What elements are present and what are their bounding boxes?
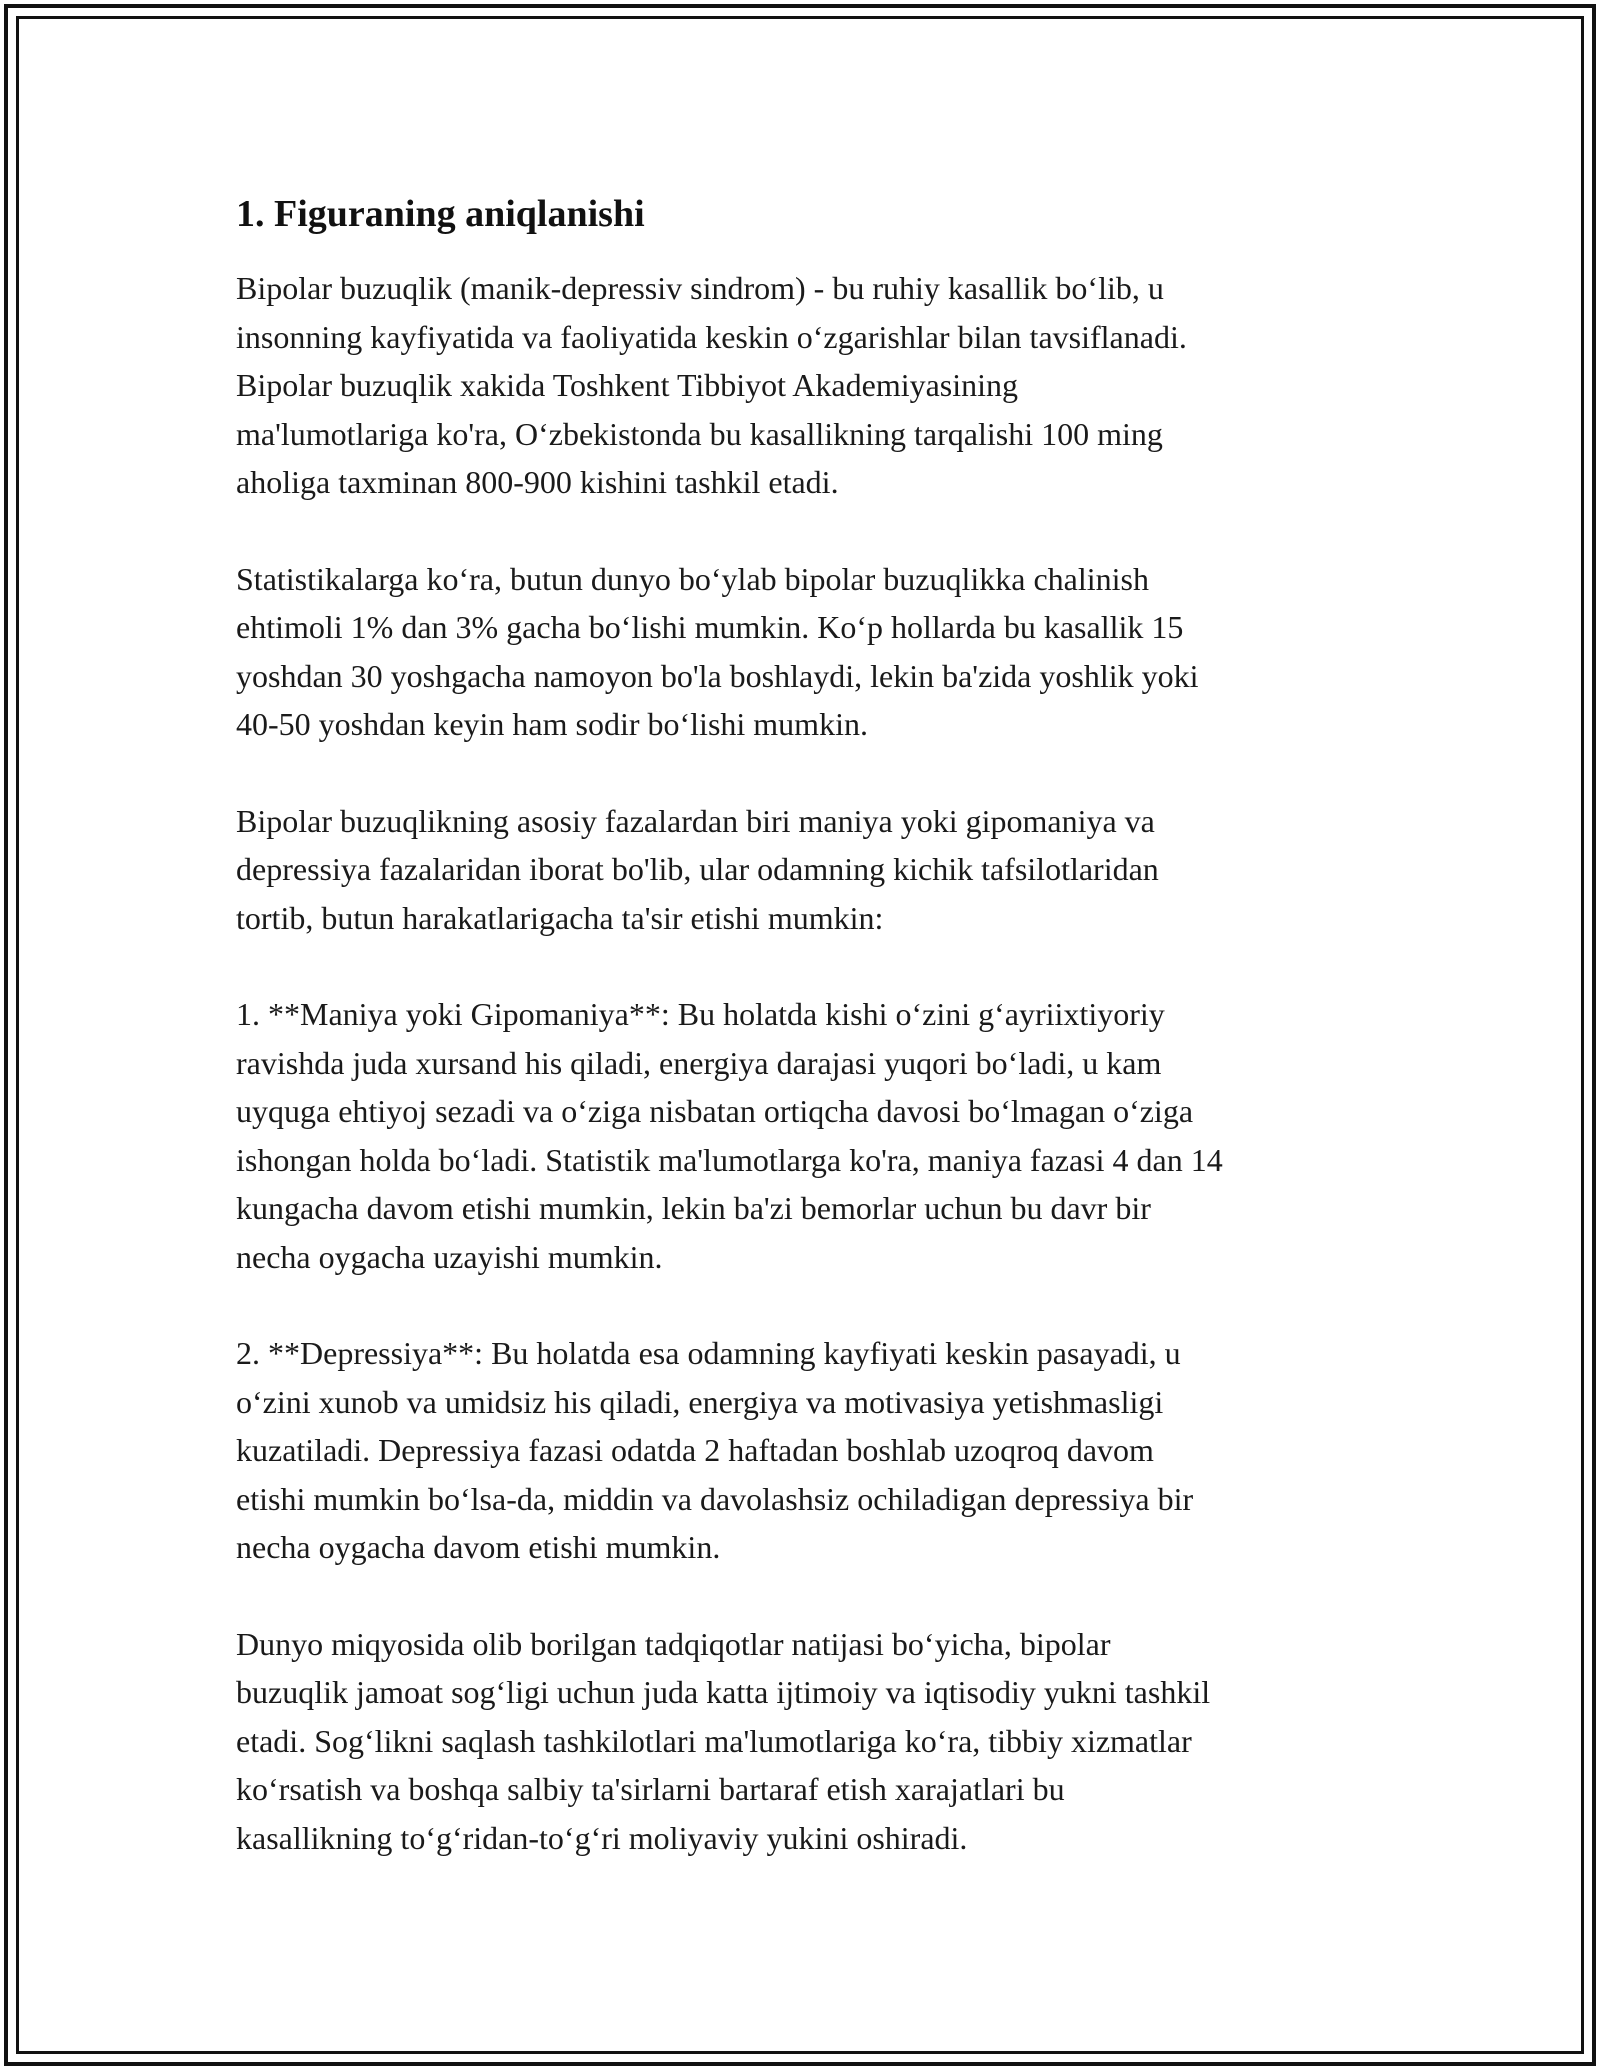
section-heading: 1. Figuraning aniqlanishi <box>236 193 645 235</box>
paragraph-definition: Bipolar buzuqlik (manik-depressiv sindrom) - bu ruhiy kasallik bo‘lib, u insonning kayfiyatida va faoliyatida keskin o‘zgarishlar bilan tavsiflanadi. Bipolar buzuqlik xakida Toshkent Tibbiyot Akademiyasining ma'lumotlariga ko'ra, O‘zbekistonda bu kasallikning tarqalishi 100 ming aholiga taxminan 800-900 kishini tashkil etadi. <box>236 270 1187 500</box>
document-body <box>236 186 1376 1910</box>
paragraph-phases-intro: Bipolar buzuqlikning asosiy fazalardan biri maniya yoki gipomaniya va depressiya fazalaridan iborat bo'lib, ular odamning kichik tafsilotlaridan tortib, butun harakatlarigacha ta'sir etishi mumkin: <box>236 802 1159 936</box>
paragraph-mania: 1. **Maniya yoki Gipomaniya**: Bu holatda kishi o‘zini g‘ayriixtiyoriy ravishda juda xursand his qiladi, energiya darajasi yuqori bo‘ladi, u kam uyquga ehtiyoj sezadi va o‘ziga nisbatan ortiqcha davosi bo‘lmagan o‘ziga ishongan holda bo‘ladi. Statistik ma'lumotlarga ko'ra, maniya fazasi 4 dan 14 kungacha davom etishi mumkin, lekin ba'zi bemorlar uchun bu davr bir necha oygacha uzayishi mumkin. <box>236 996 1223 1275</box>
paragraph-burden: Dunyo miqyosida olib borilgan tadqiqotlar natijasi bo‘yicha, bipolar buzuqlik jamoat sog‘ligi uchun juda katta ijtimoiy va iqtisodiy yukni tashkil etadi. Sog‘likni saqlash tashkilotlari ma'lumotlariga ko‘ra, tibbiy xizmatlar ko‘rsatish va boshqa salbiy ta'sirlarni bartaraf etish xarajatlari bu kasallikning to‘g‘ridan-to‘g‘ri moliyaviy yukini oshiradi. <box>236 1625 1211 1856</box>
paragraph-statistics: Statistikalarga ko‘ra, butun dunyo bo‘ylab bipolar buzuqlikka chalinish ehtimoli 1% dan 3% gacha bo‘lishi mumkin. Ko‘p hollarda bu kasallik 15 yoshdan 30 yoshgacha namoyon bo'la boshlaydi, lekin ba'zida yoshlik yoki 40-50 yoshdan keyin ham sodir bo‘lishi mumkin. <box>236 560 1199 742</box>
paragraph-depression: 2. **Depressiya**: Bu holatda esa odamning kayfiyati keskin pasayadi, u o‘zini xunob va umidsiz his qiladi, energiya va motivasiya yetishmasligi kuzatiladi. Depressiya fazasi odatda 2 haftadan boshlab uzoqroq davom etishi mumkin bo‘lsa-da, middin va davolashsiz ochiladigan depressiya bir necha oygacha davom etishi mumkin. <box>236 1335 1194 1565</box>
